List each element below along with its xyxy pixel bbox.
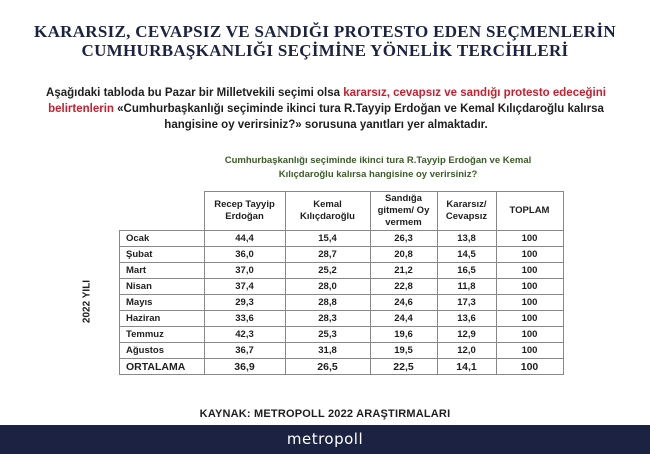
metropoll-logo: metropoll	[286, 430, 364, 448]
table-cell: 14,1	[437, 359, 496, 375]
table-cell: 26,5	[285, 359, 370, 375]
header-erdogan: Recep Tayyip Erdoğan	[204, 192, 285, 231]
header-no-vote: Sandığa gitmem/ Oy vermem	[370, 192, 437, 231]
table-cell: 12,9	[437, 327, 496, 343]
table-cell: 100	[496, 327, 563, 343]
table-cell: 26,3	[370, 231, 437, 247]
table-cell: 100	[496, 311, 563, 327]
month-label: Nisan	[120, 279, 205, 295]
table-cell: 19,6	[370, 327, 437, 343]
table-cell: 28,8	[285, 295, 370, 311]
table-cell: 36,9	[204, 359, 285, 375]
table-row	[120, 231, 564, 247]
table-row	[120, 327, 564, 343]
table-cell: 11,8	[437, 279, 496, 295]
table-cell: 33,6	[204, 311, 285, 327]
table-cell: 100	[496, 359, 563, 375]
table-cell: 100	[496, 295, 563, 311]
header-blank	[120, 192, 205, 231]
table-row	[120, 247, 564, 263]
header-total: TOPLAM	[496, 192, 563, 231]
table-cell: 22,5	[370, 359, 437, 375]
table-cell: 24,4	[370, 311, 437, 327]
table-cell: 100	[496, 231, 563, 247]
page-title-line-1: KARARSIZ, CEVAPSIZ VE SANDIĞI PROTESTO EDEN SEÇMENLERİN	[34, 22, 616, 41]
table-cell: 24,6	[370, 295, 437, 311]
table-cell: 14,5	[437, 247, 496, 263]
month-label: Mart	[120, 263, 205, 279]
table-row	[120, 263, 564, 279]
month-label: Haziran	[120, 311, 205, 327]
table-cell: 21,2	[370, 263, 437, 279]
table-cell: 25,3	[285, 327, 370, 343]
intro-highlight: kararsız, cevapsız ve sandığı protesto edeceğini belirtenlerin	[48, 87, 606, 115]
table-cell: 36,0	[204, 247, 285, 263]
table-cell: 100	[496, 343, 563, 359]
table-total-row	[120, 359, 564, 375]
table-cell: 20,8	[370, 247, 437, 263]
table-header-row	[120, 192, 564, 231]
table-cell: 37,0	[204, 263, 285, 279]
header-kilicdaroglu: Kemal Kılıçdaroğlu	[285, 192, 370, 231]
month-label: Şubat	[120, 247, 205, 263]
table-cell: 44,4	[204, 231, 285, 247]
table-cell: 16,5	[437, 263, 496, 279]
month-label: Ağustos	[120, 343, 205, 359]
survey-question: Cumhurbaşkanlığı seçiminde ikinci tura R.Tayyip Erdoğan ve Kemal Kılıçdaroğlu kalırsa hangisine oy verirsiniz?	[224, 155, 532, 180]
table-cell: 28,3	[285, 311, 370, 327]
table-cell: 28,0	[285, 279, 370, 295]
header-undecided: Kararsız/ Cevapsız	[437, 192, 496, 231]
table-cell: 100	[496, 247, 563, 263]
intro-text-1: Aşağıdaki tabloda bu Pazar bir Milletvekili seçimi olsa	[46, 87, 344, 99]
table-cell: 28,7	[285, 247, 370, 263]
intro-text-2: «Cumhurbaşkanlığı seçiminde ikinci tura R.Tayyip Erdoğan ve Kemal Kılıçdaroğlu kalırsa hangisine oy verirsiniz?» sorusuna yanıtları yer almaktadır.	[113, 103, 604, 131]
table-cell: 13,6	[437, 311, 496, 327]
table-row	[120, 343, 564, 359]
source-note: KAYNAK: METROPOLL 2022 ARAŞTIRMALARI	[199, 408, 451, 420]
table-cell: 25,2	[285, 263, 370, 279]
table-cell: 42,3	[204, 327, 285, 343]
table-cell: 15,4	[285, 231, 370, 247]
table-cell: 13,8	[437, 231, 496, 247]
total-label: ORTALAMA	[120, 359, 205, 375]
month-label: Mayıs	[120, 295, 205, 311]
table-cell: 19,5	[370, 343, 437, 359]
table-cell: 29,3	[204, 295, 285, 311]
month-label: Ocak	[120, 231, 205, 247]
table-cell: 12,0	[437, 343, 496, 359]
results-table	[119, 191, 564, 375]
table-row	[120, 311, 564, 327]
table-cell: 37,4	[204, 279, 285, 295]
month-label: Temmuz	[120, 327, 205, 343]
table-cell: 17,3	[437, 295, 496, 311]
page-title-line-2: CUMHURBAŞKANLIĞI SEÇİMİNE YÖNELİK TERCİHLERİ	[81, 41, 569, 60]
table-cell: 100	[496, 279, 563, 295]
intro-paragraph	[40, 85, 612, 133]
table-cell: 36,7	[204, 343, 285, 359]
year-label: 2022 YILI	[81, 279, 93, 324]
table-row	[120, 279, 564, 295]
table-row	[120, 295, 564, 311]
table-cell: 22,8	[370, 279, 437, 295]
table-cell: 31,8	[285, 343, 370, 359]
table-cell: 100	[496, 263, 563, 279]
